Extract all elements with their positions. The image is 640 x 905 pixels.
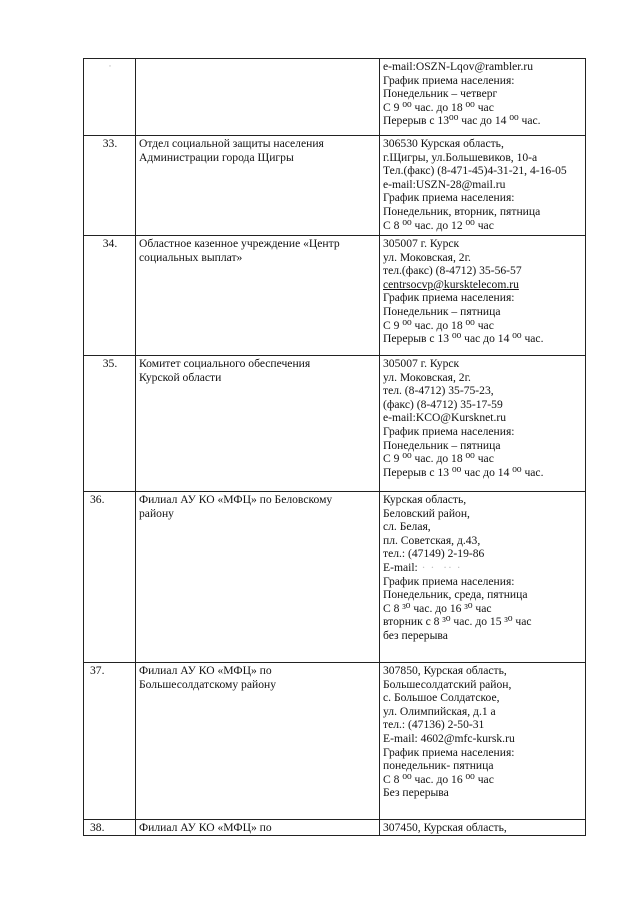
- contact-info-line: С 8 ³⁰ час. до 16 ³⁰ час: [383, 601, 492, 615]
- organization-name-line: Филиал АУ КО «МФЦ» по: [139, 664, 272, 677]
- row-number: 36.: [90, 493, 105, 506]
- contact-info-line: Перерыв с 13 ⁰⁰ час до 14 ⁰⁰ час.: [383, 332, 544, 346]
- organization-name-line: Отдел социальной защиты населения: [139, 137, 324, 150]
- organization-name-line: Комитет социального обеспечения: [139, 357, 311, 370]
- contact-info-line: e-mail:KCO@Kursknet.ru: [383, 411, 507, 425]
- contact-info-cell: [380, 663, 586, 820]
- contact-info-line: С 8 ⁰⁰ час. до 16 ⁰⁰ час: [383, 772, 494, 786]
- contact-info-line: Понедельник – четверг: [383, 87, 498, 101]
- contact-info-cell: [380, 492, 586, 663]
- table-row: [84, 492, 586, 663]
- organization-name-line: социальных выплат»: [139, 250, 243, 264]
- table-row: [84, 59, 586, 136]
- contact-info-line: С 9 ⁰⁰ час. до 18 ⁰⁰ час: [383, 318, 494, 332]
- row-number-cell: [84, 136, 136, 236]
- contact-info-cell: [380, 236, 586, 356]
- organization-name-cell: [136, 136, 380, 236]
- row-number-cell: [84, 59, 136, 136]
- contact-info-line: 305007 г. Курск: [383, 237, 460, 250]
- contact-info-line: e-mail:USZN-28@mail.ru: [383, 177, 506, 191]
- row-number-cell: [84, 356, 136, 492]
- organization-name-cell: [136, 820, 380, 836]
- organization-name-cell: [136, 356, 380, 492]
- contact-info-line: С 8 ⁰⁰ час. до 12 ⁰⁰ час: [383, 218, 494, 232]
- contact-info-cell: [380, 136, 586, 236]
- contact-info-line: График приема населения:: [383, 424, 515, 438]
- contact-info-line: График приема населения:: [383, 574, 515, 588]
- row-number: 37.: [90, 664, 105, 677]
- contact-info-line: (факс) (8-4712) 35-17-59: [383, 397, 503, 411]
- contact-info-line: Понедельник – пятница: [383, 304, 501, 318]
- contact-info-line: с. Большое Солдатское,: [383, 691, 500, 705]
- organization-name-line: Администрации города Щигры: [139, 150, 294, 164]
- contact-info-line: График приема населения:: [383, 191, 515, 205]
- row-number: 33.: [102, 137, 118, 150]
- row-number: 34.: [102, 237, 118, 250]
- contact-info-line: 305007 г. Курск: [383, 357, 460, 370]
- table-row: [84, 136, 586, 236]
- contact-info-line: Большесолдатский район,: [383, 677, 512, 691]
- contact-info-line: тел.(факс) (8-4712) 35-56-57: [383, 264, 522, 278]
- contact-info-line: вторник с 8 ³⁰ час. до 15 ³⁰ час: [383, 615, 532, 629]
- contact-info-line: ул. Моковская, 2г.: [383, 250, 471, 264]
- organization-name-cell: [136, 663, 380, 820]
- contact-info-line: E-mail:: [383, 560, 418, 574]
- contact-info-line: тел. (8-4712) 35-75-23,: [383, 384, 494, 398]
- contact-info-cell: [380, 59, 586, 136]
- contact-info-line: С 9 ⁰⁰ час. до 18 ⁰⁰ час: [383, 100, 494, 114]
- organization-name-line: Филиал АУ КО «МФЦ» по Беловскому: [139, 493, 333, 506]
- contact-info-line: тел.: (47149) 2-19-86: [383, 547, 485, 561]
- contact-info-line: 307850, Курская область,: [383, 664, 507, 677]
- organization-name-line: Большесолдатскому району: [139, 677, 277, 691]
- contact-info-line: Беловский район,: [383, 506, 470, 520]
- organization-name-cell: [136, 236, 380, 356]
- contact-info-line: тел.: (47136) 2-50-31: [383, 718, 485, 732]
- organization-name-line: Курской области: [139, 370, 222, 384]
- table-row: [84, 820, 586, 836]
- table-row: [84, 356, 586, 492]
- organization-name-line: Филиал АУ КО «МФЦ» по: [139, 821, 272, 834]
- contact-info-line: Понедельник – пятница: [383, 438, 501, 452]
- contact-info-line: понедельник- пятница: [383, 759, 494, 773]
- table-body: [84, 59, 586, 836]
- contact-info-line: Перерыв с 13 ⁰⁰ час до 14 ⁰⁰ час.: [383, 465, 544, 479]
- table-row: [84, 663, 586, 820]
- contact-info-line: 306530 Курская область,: [383, 137, 504, 150]
- contact-info-line: График приема населения:: [383, 291, 515, 305]
- contact-info-line: без перерыва: [383, 628, 448, 642]
- contact-info-line: E-mail: 4602@mfc-kursk.ru: [383, 731, 515, 745]
- organization-name-line: Областное казенное учреждение «Центр: [139, 237, 340, 250]
- contact-info-line: Понедельник, среда, пятница: [383, 588, 528, 602]
- organization-name-cell: [136, 492, 380, 663]
- contact-info-line: График приема населения:: [383, 745, 515, 759]
- contact-info-line: Курская область,: [383, 493, 467, 506]
- contact-info-line: Понедельник, вторник, пятница: [383, 204, 541, 218]
- contact-info-line: ул. Моковская, 2г.: [383, 370, 471, 384]
- scan-mark: ·: [108, 61, 112, 71]
- contact-info-line: С 9 ⁰⁰ час. до 18 ⁰⁰ час: [383, 452, 494, 466]
- contact-info-line: Тел.(факс) (8-471-45)4-31-21, 4-16-05: [383, 164, 567, 178]
- organization-name-cell: [136, 59, 380, 136]
- contact-info-line: 307450, Курская область,: [383, 821, 507, 834]
- row-number: 38.: [90, 821, 105, 834]
- row-number-cell: [84, 492, 136, 663]
- contact-info-line: График приема населения:: [383, 73, 515, 87]
- contact-info-line: сл. Белая,: [383, 520, 431, 534]
- services-table: [83, 58, 586, 836]
- organization-name-line: району: [139, 506, 174, 520]
- email-link: centrsocvp@kursktelecom.ru: [383, 277, 519, 291]
- contact-info-cell: [380, 820, 586, 836]
- row-number-cell: [84, 663, 136, 820]
- redacted-email-smudge: · · ·· ·: [417, 560, 462, 574]
- contact-info-cell: [380, 356, 586, 492]
- contact-info-line: Без перерыва: [383, 786, 449, 800]
- contact-info-line: ул. Олимпийская, д.1 а: [383, 704, 496, 718]
- contact-info-line: [383, 561, 583, 575]
- table-row: [84, 236, 586, 356]
- row-number-cell: [84, 236, 136, 356]
- row-number: 35.: [102, 357, 118, 370]
- contact-info-line: пл. Советская, д.43,: [383, 533, 481, 547]
- contact-info-line: e-mail:OSZN-Lqov@rambler.ru: [383, 60, 534, 73]
- contact-info-line: Перерыв с 13⁰⁰ час до 14 ⁰⁰ час.: [383, 114, 541, 128]
- row-number-cell: [84, 820, 136, 836]
- contact-info-line: г.Щигры, ул.Большевиков, 10-а: [383, 150, 538, 164]
